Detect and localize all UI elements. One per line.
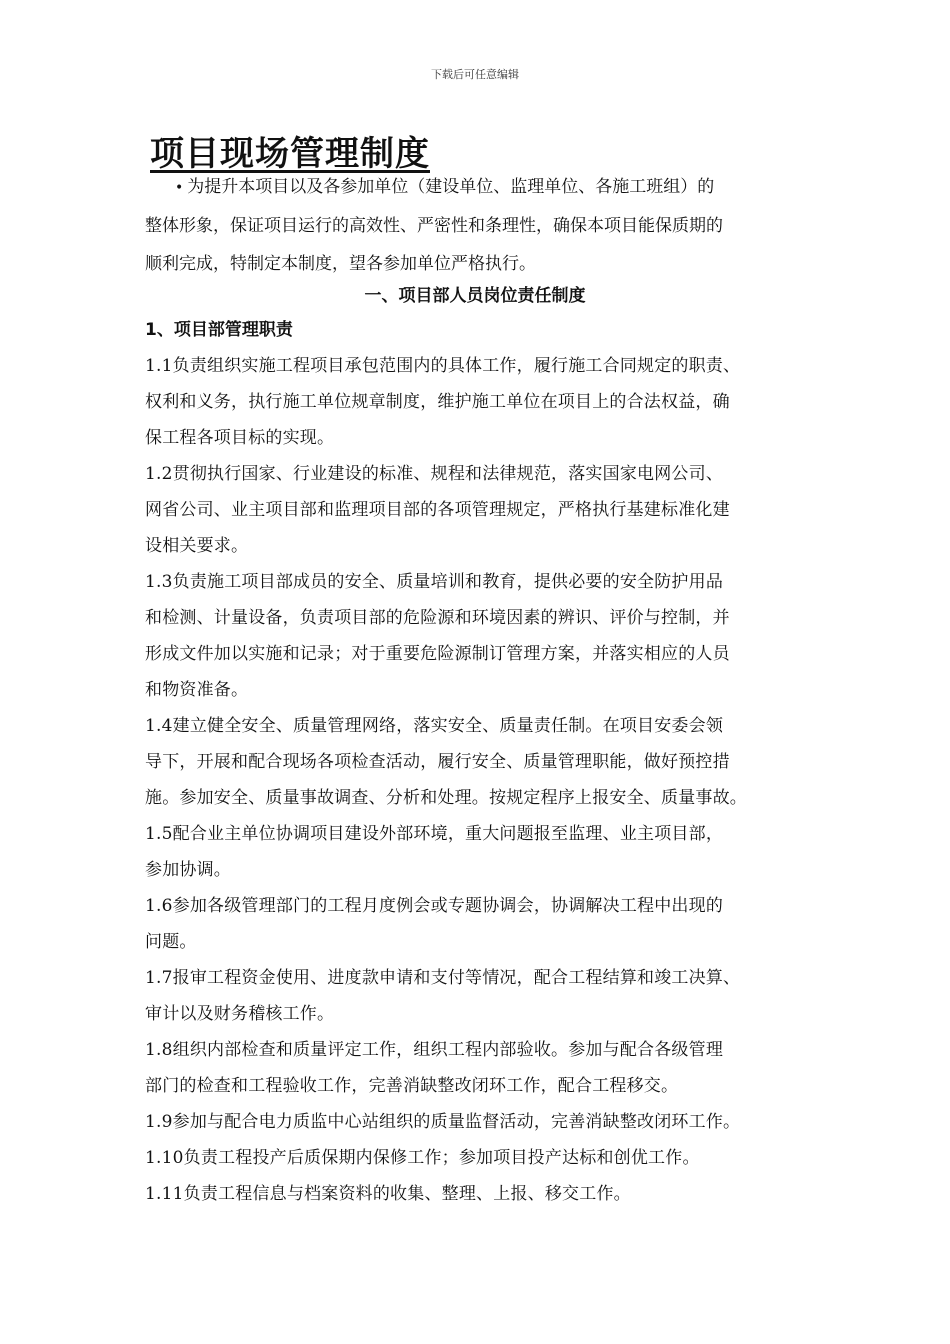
- responsibility-item: [145, 816, 815, 888]
- intro-paragraph: [145, 168, 815, 283]
- responsibility-line: 施。参加安全、质量事故调查、分析和处理。按规定程序上报安全、质量事故。: [145, 788, 747, 808]
- responsibility-line: 设相关要求。: [145, 536, 249, 556]
- responsibility-item: [145, 708, 815, 816]
- responsibility-line: 审计以及财务稽核工作。: [145, 1004, 335, 1024]
- responsibility-line: 参加协调。: [145, 860, 231, 880]
- intro-line-text: 为提升本项目以及各参加单位（建设单位、监理单位、各施工班组）的: [187, 177, 715, 197]
- responsibility-item: [145, 1032, 815, 1104]
- responsibility-item: [145, 456, 815, 564]
- responsibility-line: 导下，开展和配合现场各项检查活动，履行安全、质量管理职能，做好预控措: [145, 752, 730, 772]
- header-note: 下载后可任意编辑: [431, 68, 519, 81]
- responsibility-line: 1.5配合业主单位协调项目建设外部环境，重大问题报至监理、业主项目部，: [145, 824, 724, 844]
- intro-line: 整体形象，保证项目运行的高效性、严密性和条理性，确保本项目能保质期的: [145, 216, 723, 236]
- responsibility-line: 1.8组织内部检查和质量评定工作，组织工程内部验收。参加与配合各级管理: [145, 1040, 724, 1060]
- responsibility-line: 和检测、计量设备，负责项目部的危险源和环境因素的辨识、评价与控制，并: [145, 608, 730, 628]
- responsibility-item: [145, 1104, 815, 1140]
- bullet-icon: •: [175, 180, 184, 196]
- responsibility-line: 1.1负责组织实施工程项目承包范围内的具体工作，履行施工合同规定的职责、: [145, 356, 741, 376]
- intro-line: [145, 168, 815, 207]
- responsibility-line: 1.7报审工程资金使用、进度款申请和支付等情况，配合工程结算和竣工决算、: [145, 968, 741, 988]
- responsibility-line: 网省公司、业主项目部和监理项目部的各项管理规定，严格执行基建标准化建: [145, 500, 730, 520]
- responsibility-line: 形成文件加以实施和记录；对于重要危险源制订管理方案，并落实相应的人员: [145, 644, 730, 664]
- responsibility-item: [145, 888, 815, 960]
- responsibility-line: 和物资准备。: [145, 680, 249, 700]
- responsibility-line: 部门的检查和工程验收工作，完善消缺整改闭环工作，配合工程移交。: [145, 1076, 679, 1096]
- responsibility-line: 保工程各项目标的实现。: [145, 428, 335, 448]
- responsibility-line: 1.4建立健全安全、质量管理网络，落实安全、质量责任制。在项目安委会领: [145, 716, 724, 736]
- responsibility-item: [145, 564, 815, 708]
- section-heading: 一、项目部人员岗位责任制度: [364, 286, 586, 306]
- responsibility-list: [145, 348, 815, 1212]
- responsibility-line: 1.11负责工程信息与档案资料的收集、整理、上报、移交工作。: [145, 1184, 631, 1204]
- subsection-heading: 1、项目部管理职责: [145, 320, 293, 340]
- intro-line: 顺利完成，特制定本制度，望各参加单位严格执行。: [145, 254, 536, 274]
- responsibility-line: 1.9参加与配合电力质监中心站组织的质量监督活动，完善消缺整改闭环工作。: [145, 1112, 741, 1132]
- page-title: 项目现场管理制度: [150, 134, 430, 174]
- responsibility-line: 1.3负责施工项目部成员的安全、质量培训和教育，提供必要的安全防护用品: [145, 572, 724, 592]
- responsibility-item: [145, 960, 815, 1032]
- responsibility-item: [145, 1140, 815, 1176]
- responsibility-line: 问题。: [145, 932, 197, 952]
- responsibility-item: [145, 348, 815, 456]
- responsibility-line: 1.2贯彻执行国家、行业建设的标准、规程和法律规范，落实国家电网公司、: [145, 464, 724, 484]
- responsibility-line: 权利和义务，执行施工单位规章制度，维护施工单位在项目上的合法权益，确: [145, 392, 730, 412]
- responsibility-line: 1.6参加各级管理部门的工程月度例会或专题协调会，协调解决工程中出现的: [145, 896, 724, 916]
- responsibility-item: [145, 1176, 815, 1212]
- responsibility-line: 1.10负责工程投产后质保期内保修工作；参加项目投产达标和创优工作。: [145, 1148, 700, 1168]
